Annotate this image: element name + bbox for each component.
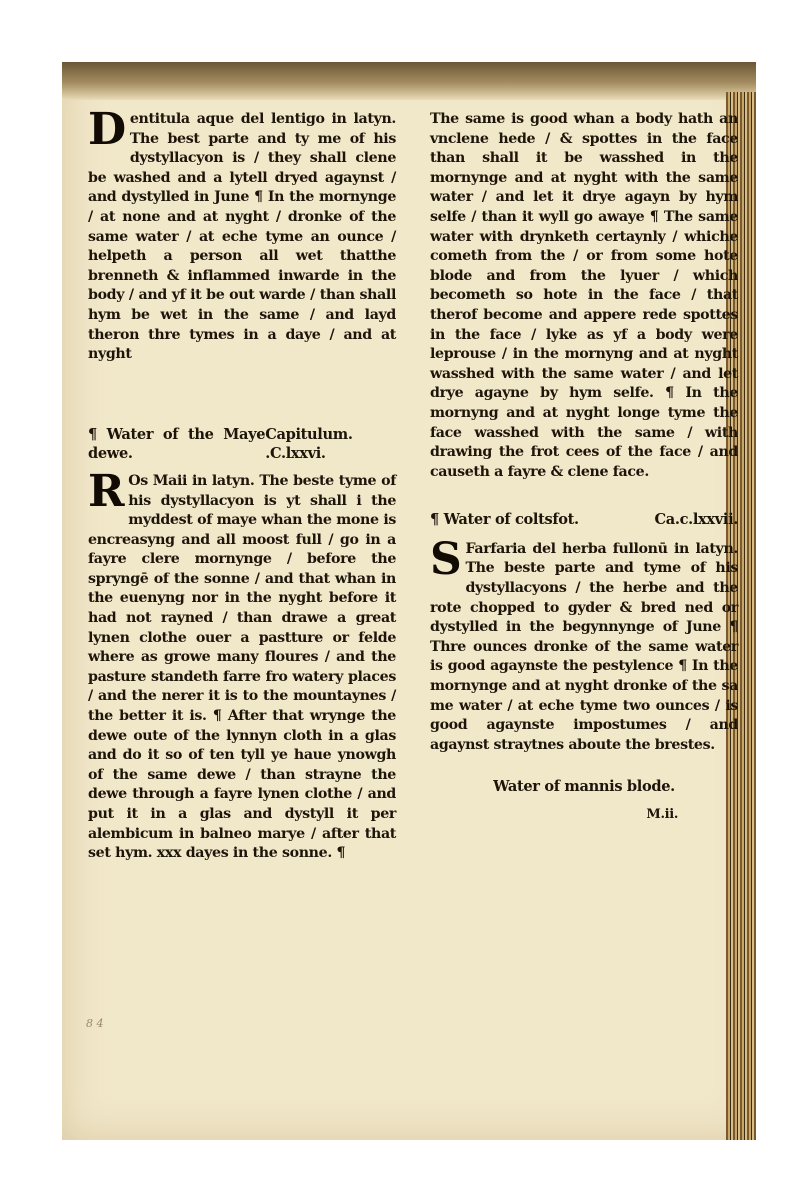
heading-chapter: Capitulum. .C.lxxvi. [265, 425, 353, 463]
paragraph-face-water: The same is good whan a body hath an vnclene hede / & spottes in the face than shall it be wasshed in the mornynge and at nyght with the same water / and let it drye agayn by hym selfe / than it wyll go awaye ¶ The same water with drynketh certaynly / whiche cometh from the / or from some hote blode and from the lyuer / which becometh so hote in the face / that therof become and appere rede spottes in the face / lyke as yf a body were leprouse / in the mornyng and at nyght wasshed with the same water / and let drye agayne by hym selfe. ¶ In the mornyng and at nyght longe tyme the face wasshed with the same / with drawing the frot cees of the face / and causeth a fayre & clene face. [430, 111, 738, 480]
page-top-shadow [62, 62, 756, 100]
heading-title: ¶ Water of coltsfot. [430, 511, 579, 529]
section-heading-maye-dewe [88, 425, 396, 464]
heading-title: ¶ Water of the Maye dewe. [88, 425, 266, 463]
section-heading-mannis-blode: Water of mannis blode. [493, 778, 675, 796]
folio-number: 8 4 [86, 1017, 104, 1030]
book-page [62, 62, 756, 1140]
heading-chapter: Ca.c.lxxvii. [654, 511, 738, 529]
paragraph-coltsfot: S Farfaria del herba fullonū in latyn. The beste parte and tyme of his dystyllacyons / the herbe and the rote chopped to gyder & bred ned or dystylled in the begynnynge of June ¶ Thre ounces dronke of the same water is good agaynste the pestylence ¶ In the mornynge and at nyght dronke of the sa me water / at eche tyme two ounces / is good agaynste impostumes / and agaynst straytnes aboute the brestes. [430, 533, 738, 753]
paragraph-lentigo: Dentitula aque del lentigo in latyn. The best parte and ty me of his dystyllacyon is / they shall clene be washed and a lytell dryed agaynst / and dystylled in June ¶ In the mornynge / at none and at nyght / dronke of the same water / at eche tyme an ounce / helpeth a person all wet thatthe brenneth & inflammed inwarde in the body / and yf it be out warde / than shall hym be wet in the same / and layd theron thre tymes in a daye / and at nyght [88, 104, 396, 363]
drop-cap-s: S [430, 533, 462, 585]
signature-mark: M.ii. [646, 807, 678, 822]
drop-cap-d: D [88, 104, 126, 155]
right-column [430, 110, 738, 825]
left-column [88, 104, 396, 864]
drop-cap-r: R [88, 465, 125, 517]
section-heading-coltsfot [430, 510, 738, 530]
paragraph-maye-dewe: R Os Maii in latyn. The beste tyme of his dystyllacyon is yt shall i the myddest of maye whan the mone is encreasyng and all moost full / go in a fayre clere mornynge / before the spryngē of the sonne / and that whan in the euenyng nor in the nyght before it had not rayned / than drawe a great lynen clothe ouer a pastture or felde where as growe many floures / and the pasture standeth farre fro watery places / and the nerer it is to the mountaynes / the better it is. ¶ After that wrynge the dewe oute of the lynnyn cloth in a glas and do it so of ten tyll ye haue ynowgh of the same dewe / than strayne the dewe through a fayre lynen clothe / and put it in a glas and dystyll it per alembicum in balneo marye / after that set hym. xxx dayes in the sonne. ¶ [88, 465, 396, 862]
